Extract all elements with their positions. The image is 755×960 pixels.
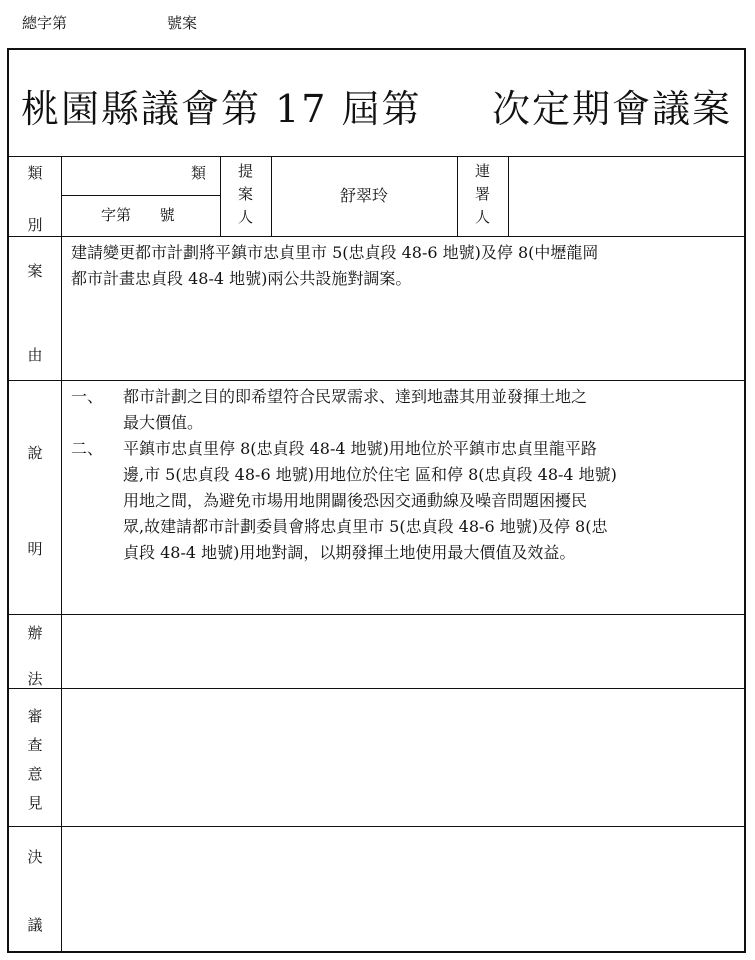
explanation-label: 說 明: [27, 444, 43, 558]
proposer-label: 提 案 人: [237, 162, 253, 226]
form-title: 桃園縣議會第 17 屆第 次定期會議案: [21, 87, 732, 131]
item-number: 二、: [71, 439, 104, 458]
reason-line: 建請變更都市計劃將平鎮市忠貞里市 5(忠貞段 48-6 地號)及停 8(中壢龍岡: [71, 243, 599, 262]
item-number: 一、: [71, 387, 104, 406]
case-number-label: 號案: [167, 14, 198, 32]
resolution-value: [61, 826, 744, 953]
rule-category: [9, 236, 744, 237]
reason-line: 都市計畫忠貞段 48-4 地號)兩公共設施對調案。: [71, 269, 412, 288]
resolution-label: 決 議: [27, 848, 43, 934]
cosigner-value: [508, 156, 744, 236]
explanation-item-2: 二、 平鎮市忠貞里停 8(忠貞段 48-4 地號)用地位於平鎮市忠貞里龍平路 邊,市 5(忠貞段 48-6 地號)用地位於住宅 區和停 8(忠貞段 48-4 地號) 用地之間，為避免市場用地開闢後恐因交通動線及噪音問題困擾民 眾,故建請都市計劃委員會將忠貞里市 5(忠貞段 48-6 地號)及停 8(忠 貞段 48-4 地號)用地對調，以期發揮土地使用最大價值及效益。: [71, 436, 746, 566]
method-label: 辦 法: [27, 624, 43, 688]
explanation-text: [71, 384, 746, 566]
category-type-field: 類: [190, 164, 206, 182]
reason-text: [71, 240, 743, 292]
reason-label: 案 由: [27, 262, 43, 364]
review-value: [61, 688, 744, 826]
proposer-name: 舒翠玲: [339, 186, 388, 205]
category-number-field: 字第 號: [101, 206, 175, 224]
proposal-form: [7, 48, 746, 953]
cosigner-label: 連 署 人: [474, 162, 490, 226]
explanation-item-1: 一、 都市計劃之目的即希望符合民眾需求、達到地盡其用並發揮土地之 最大價值。: [71, 384, 746, 436]
total-number-label: 總字第: [22, 14, 68, 32]
category-label: 類 別: [27, 164, 43, 234]
review-label: 審 查 意 見: [27, 707, 43, 812]
rule-reason: [9, 380, 744, 381]
method-value: [61, 614, 744, 688]
